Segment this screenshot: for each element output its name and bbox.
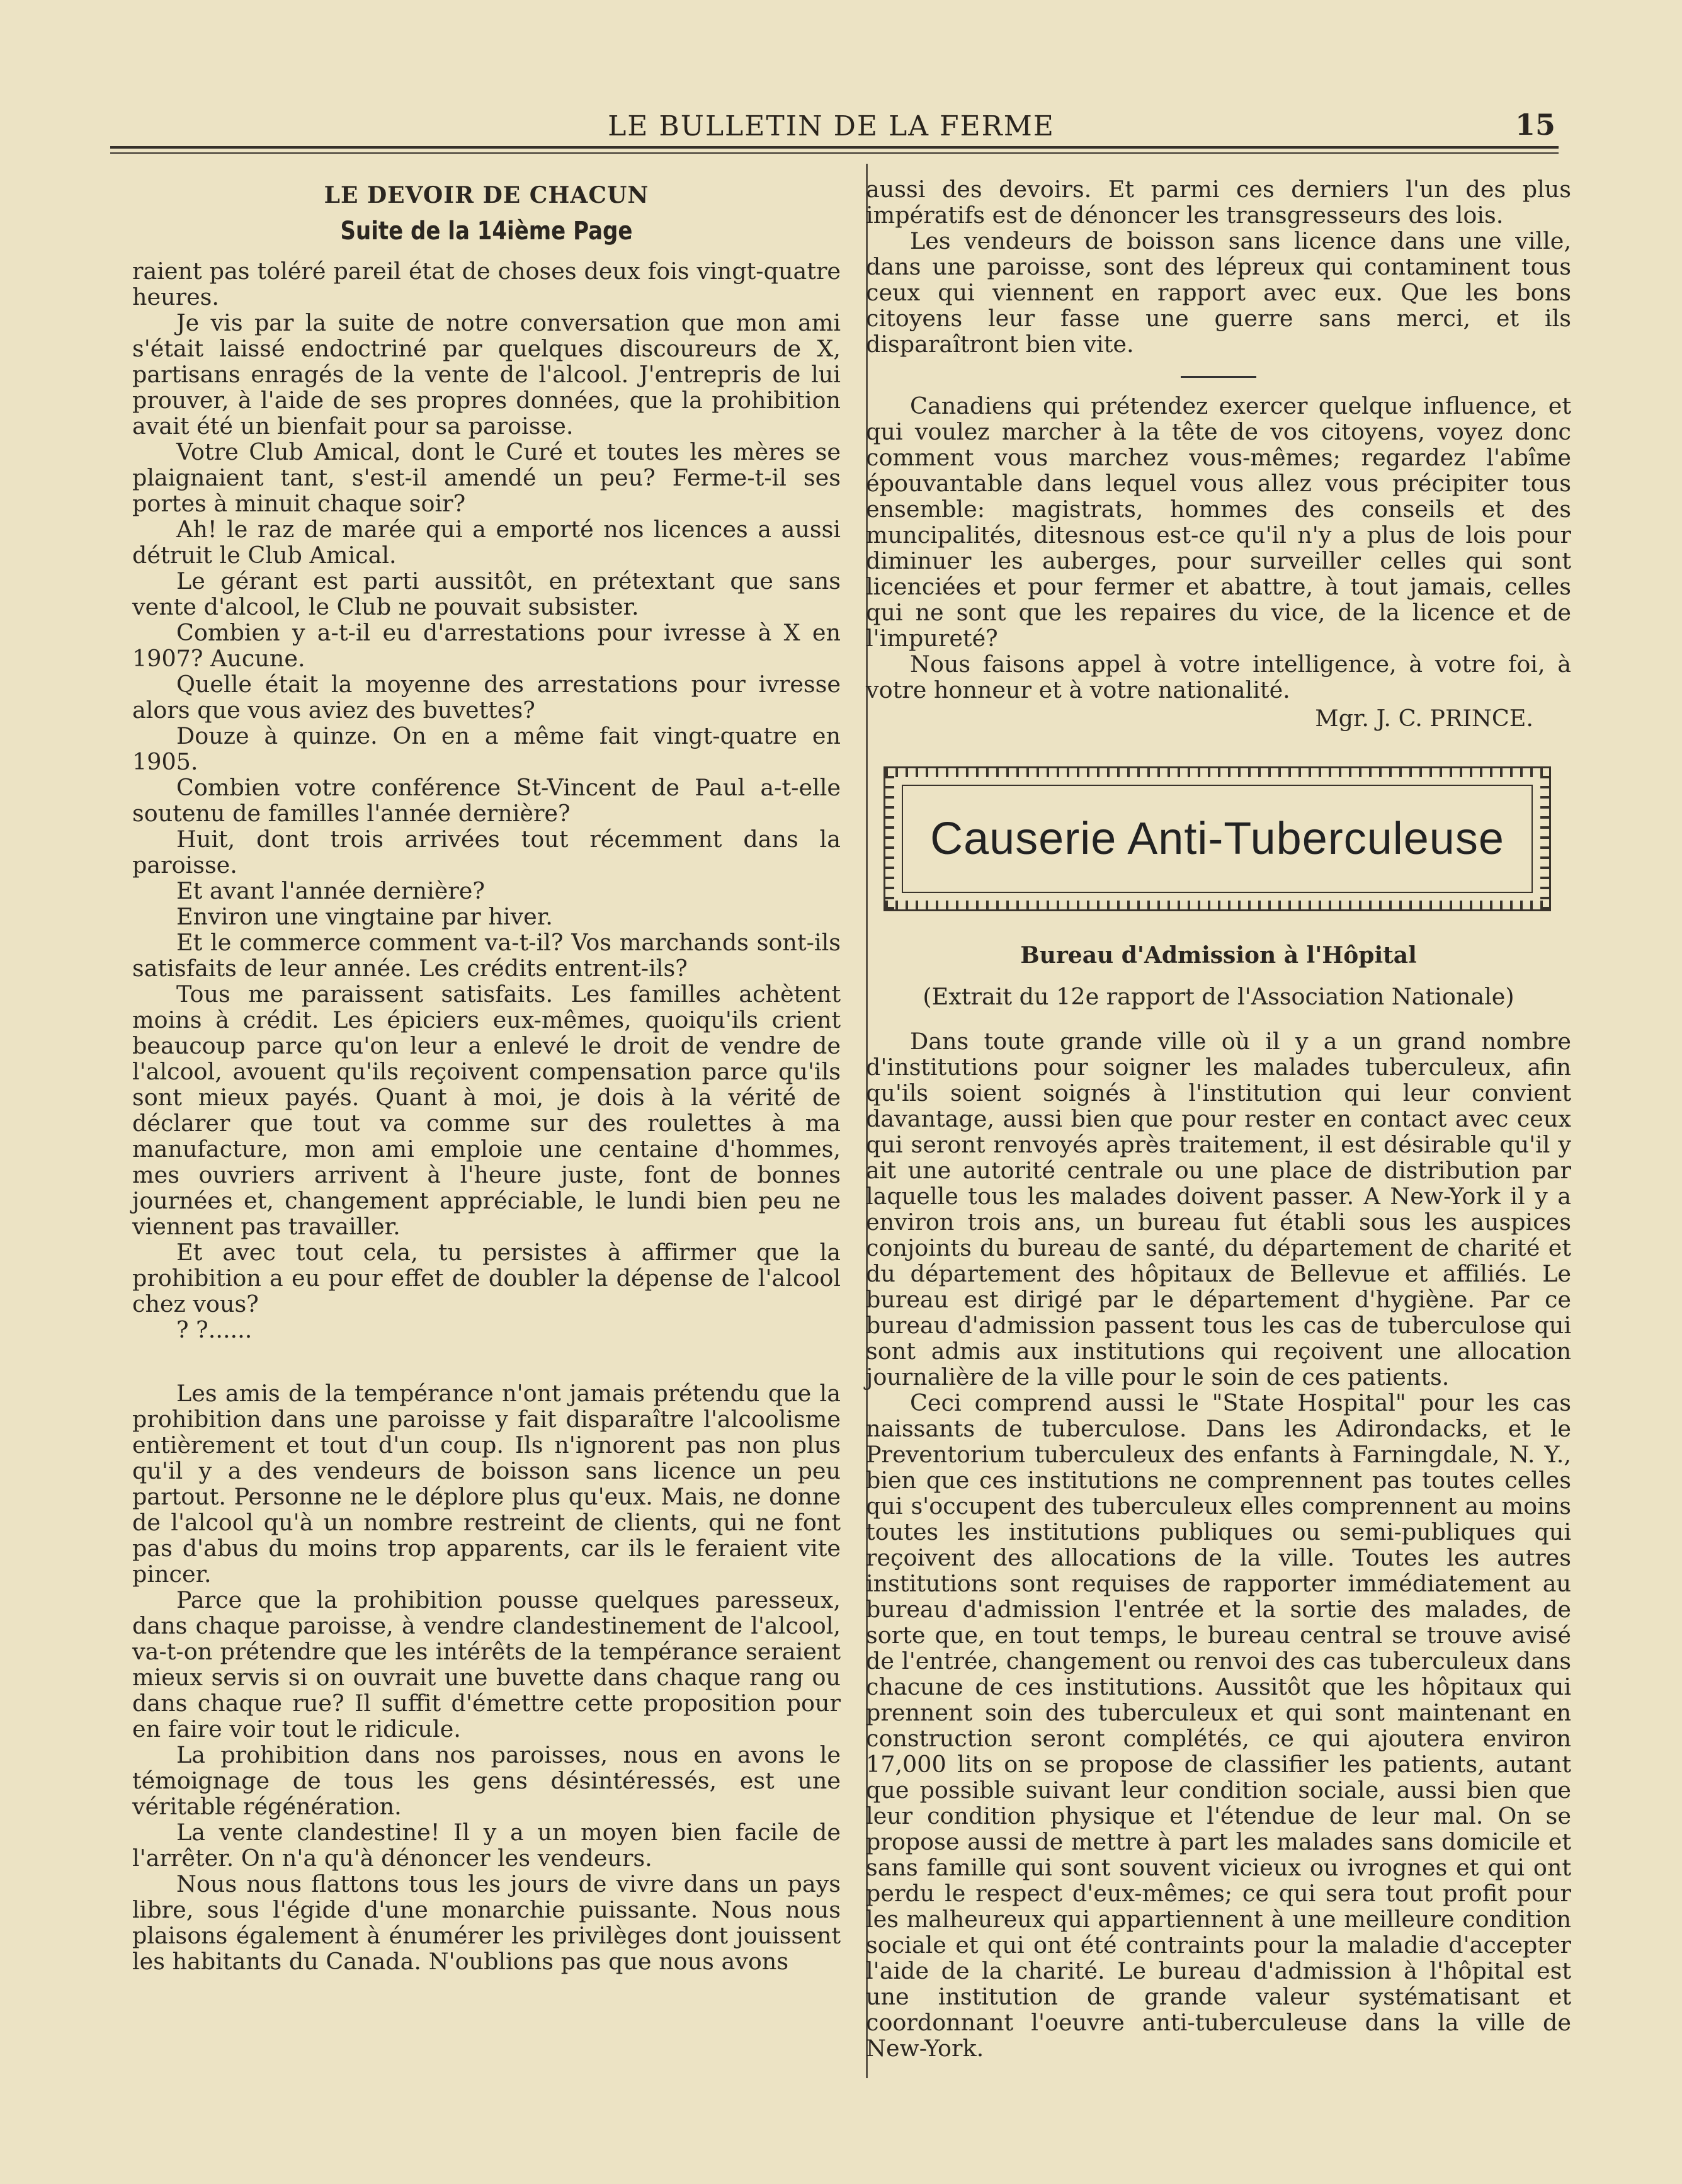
paragraph: Les vendeurs de boisson sans licence dans une ville, dans une paroisse, sont des lépreux qui contaminent tous ceux qui viennent en rapport avec eux. Que les bons citoyens leur fasse une guerre sans merci, et ils disparaîtront bien vite. (866, 227, 1571, 358)
paragraph: Ah! le raz de marée qui a emporté nos licences a aussi détruit le Club Amical. (132, 516, 841, 569)
paragraph: ? ?...... (176, 1316, 253, 1343)
paragraph: Nous faisons appel à votre intelligence, à votre foi, à votre honneur et à votre nationalité. (866, 651, 1571, 703)
right-column (866, 176, 1571, 2061)
paragraph: Votre Club Amical, dont le Curé et toutes les mères se plaignaient tant, s'est-il amendé un peu? Ferme-t-il ses portes à minuit chaque soir? (132, 438, 841, 517)
paragraph: Ceci comprend aussi le "State Hospital" pour les cas naissants de tuberculose. Dans les Adirondacks, et le Preventorium tuberculeux des enfants à Farningdale, N. Y., bien que ces institutions ne comprennent pas toutes celles qui s'occupent des tuberculeux elles comprennent au moins toutes les institutions publiques ou semi-publiques qui reçoivent des allocations de la ville. Toutes les autres institutions sont requises de rapporter immédiatement au bureau d'admission l'entrée et la sortie des malades, de sorte que, en tout temps, le bureau central se trouve avisé de l'entrée, changement ou renvoi des cas tuberculeux dans chacune de ces institutions. Aussitôt que les hôpitaux qui prennent soin des tuberculeux et qui sont maintenant en construction seront complétés, ce qui ajoutera environ 17,000 lits on se propose de classifier les patients, autant que possible suivant leur condition sociale, aussi bien que leur condition physique et l'étendue de leur mal. On se propose aussi de mettre à part les malades sans domicile et sans famille qui sont souvent vicieux ou ivrognes et qui ont perdu le respect d'eux-mêmes; ce qui sera tout profit pour les malheureux qui appartiennent à une meilleure condition sociale et qui ont été contraints pour la maladie d'accepter l'aide de la charité. Le bureau d'admission à l'hôpital est une institution de grande valeur systématisant et coordonnant l'oeuvre anti-tuberculeuse dans la ville de New-York. (866, 1389, 1571, 2062)
article-subtitle: Suite de la 14ième Page (340, 217, 633, 246)
section-subtitle: (Extrait du 12e rapport de l'Association Nationale) (923, 983, 1514, 1010)
paragraph: Parce que la prohibition pousse quelques paresseux, dans chaque paroisse, à vendre clandestinement de l'alcool, va-t-on prétendre que les intérêts de la tempérance seraient mieux servis si on ouvrait une buvette dans chaque rang ou dans chaque rue? Il suffit d'émettre cette proposition pour en faire voir tout le ridicule. (132, 1586, 841, 1743)
feature-title: Causerie Anti-Tuberculeuse (930, 813, 1504, 864)
section-title: Bureau d'Admission à l'Hôpital (1020, 942, 1417, 969)
paragraph: La prohibition dans nos paroisses, nous en avons le témoignage de tous les gens désintéressés, est une véritable régénération. (132, 1741, 841, 1820)
paragraph: Je vis par la suite de notre conversation que mon ami s'était laissé endoctriné par quelques discoureurs de X, partisans enragés de la vente de l'alcool. J'entrepris de lui prouver, à l'aide de ses propres données, que la prohibition avait été un bienfait pour sa paroisse. (132, 309, 841, 440)
paragraph: Nous nous flattons tous les jours de vivre dans un pays libre, sous l'égide d'une monarchie puissante. Nous nous plaisons également à énumérer les privilèges dont jouissent les habitants du Canada. N'oublions pas que nous avons (132, 1870, 841, 1975)
paragraph: Et le commerce comment va-t-il? Vos marchands sont-ils satisfaits de leur année. Les crédits entrent-ils? (132, 929, 841, 982)
running-head (107, 110, 1555, 148)
paragraph: Douze à quinze. On en a même fait vingt-quatre en 1905. (132, 722, 841, 775)
header-rule-thin (110, 152, 1559, 154)
section-divider (1181, 376, 1256, 378)
left-column (132, 176, 841, 1974)
signature: Mgr. J. C. PRINCE. (1315, 705, 1533, 732)
paragraph: Canadiens qui prétendez exercer quelque influence, et qui voulez marcher à la tête de vos citoyens, voyez donc comment vous marchez vous-mêmes; regardez l'abîme épouvantable dans lequel vous allez vous précipiter tous ensemble: magistrats, hommes des conseils et des muncipalités, ditesnous est-ce qu'il n'y a plus de lois pour diminuer les auberges, pour surveiller celles qui sont licenciées et pour fermer et abattre, à tout jamais, celles qui ne sont que les repaires du vice, de la licence et de l'impureté? (866, 392, 1571, 652)
journal-title: LE BULLETIN DE LA FERME (608, 110, 1055, 142)
spacer (132, 1343, 841, 1380)
header-rule (110, 146, 1559, 149)
page-number: 15 (1514, 108, 1555, 142)
paragraph: Combien y a-t-il eu d'arrestations pour ivresse à X en 1907? Aucune. (132, 619, 841, 672)
frame-inner (902, 785, 1533, 893)
paragraph: Dans toute grande ville où il y a un grand nombre d'institutions pour soigner les malades tuberculeux, afin qu'ils soient soignés à l'institution qui leur convient davantage, aussi bien que pour rester en contact avec ceux qui seront renvoyés après traitement, il est désirable qu'il y ait une autorité centrale ou une place de distribution par laquelle tous les malades doivent passer. A New-York il y a environ trois ans, un bureau fut établi sous les auspices conjoints du bureau de santé, du département de charité et du département des hôpitaux de Bellevue et affiliés. Le bureau est dirigé par le département d'hygiène. Par ce bureau d'admission passent tous les cas de tuberculose qui sont admis aux institutions qui reçoivent une allocation journalière de la ville pour le soin de ces patients. (866, 1028, 1571, 1391)
paragraph: Combien votre conférence St-Vincent de Paul a-t-elle soutenu de familles l'année dernière? (132, 774, 841, 827)
paragraph: Et avant l'année dernière? (176, 877, 485, 904)
paragraph: La vente clandestine! Il y a un moyen bien facile de l'arrêter. On n'a qu'à dénoncer les vendeurs. (132, 1819, 841, 1872)
paragraph: Le gérant est parti aussitôt, en prétextant que sans vente d'alcool, le Club ne pouvait subsister. (132, 567, 841, 620)
ornamental-frame (884, 766, 1551, 911)
article-title: LE DEVOIR DE CHACUN (324, 182, 649, 208)
paragraph: raient pas toléré pareil état de choses deux fois vingt-quatre heures. (132, 258, 841, 310)
paragraph: Huit, dont trois arrivées tout récemment dans la paroisse. (132, 826, 841, 879)
paragraph: aussi des devoirs. Et parmi ces derniers l'un des plus impératifs est de dénoncer les transgresseurs des lois. (866, 176, 1571, 229)
paragraph: Tous me paraissent satisfaits. Les familles achètent moins à crédit. Les épiciers eux-mêmes, quoiqu'ils crient beaucoup parce qu'on leur a enlevé le droit de vendre de l'alcool, avouent qu'ils reçoivent compensation parce qu'ils sont mieux payés. Quant à moi, je dois à la vérité de déclarer que tout va comme sur des roulettes à ma manufacture, mon ami emploie une centaine d'hommes, mes ouvriers arrivent à l'heure juste, font de bonnes journées et, changement appréciable, le lundi bien peu ne viennent pas travailler. (132, 981, 841, 1240)
paragraph: Et avec tout cela, tu persistes à affirmer que la prohibition a eu pour effet de doubler la dépense de l'alcool chez vous? (132, 1239, 841, 1317)
paragraph: Les amis de la tempérance n'ont jamais prétendu que la prohibition dans une paroisse y fait disparaître l'alcoolisme entièrement et tout d'un coup. Ils n'ignorent pas non plus qu'il y a des vendeurs de boisson sans licence un peu partout. Personne ne le déplore plus qu'eux. Mais, ne donne de l'alcool qu'à un nombre restreint de clients, qui ne font pas d'abus du moins trop apparents, car ils le feraient vite pincer. (132, 1380, 841, 1588)
paragraph: Quelle était la moyenne des arrestations pour ivresse alors que vous aviez des buvettes? (132, 671, 841, 724)
paragraph: Environ une vingtaine par hiver. (176, 903, 553, 930)
